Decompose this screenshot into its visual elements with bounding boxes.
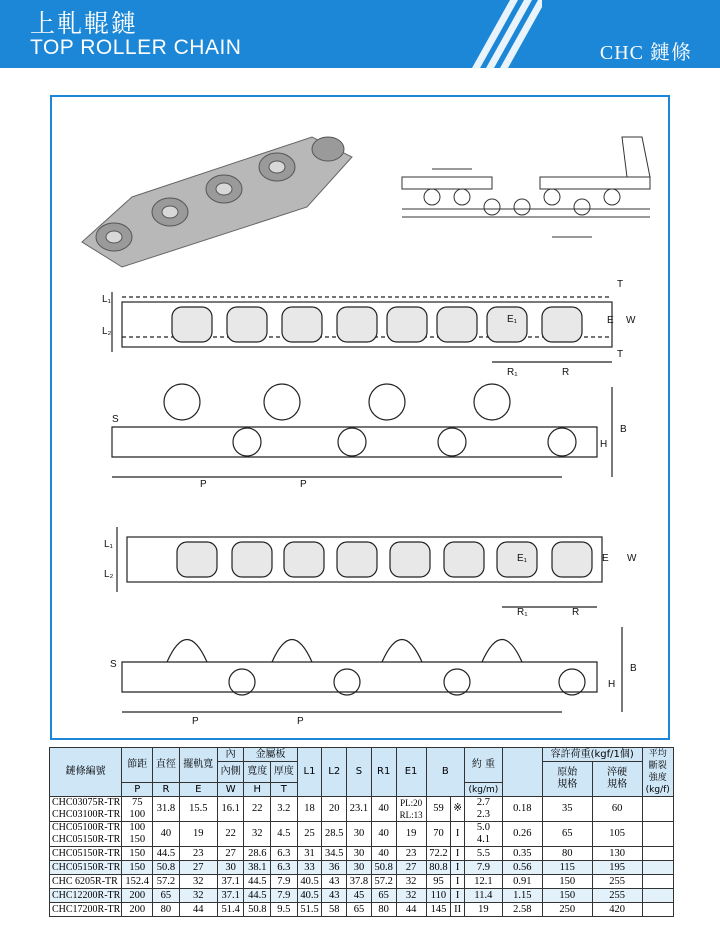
- table-cell: 80.8: [426, 861, 451, 875]
- table-cell: 145: [426, 903, 451, 917]
- label-R: R: [562, 367, 570, 378]
- category-label: CHC 鏈條: [599, 42, 692, 64]
- col-inner-width: 內側: [217, 762, 244, 783]
- table-cell: 37.1: [217, 889, 244, 903]
- col-load-orig: 原始 規格: [542, 762, 592, 797]
- table-cell: 200: [122, 889, 153, 903]
- label-P2: P: [300, 479, 307, 490]
- table-cell: 115: [542, 861, 592, 875]
- table-cell: 51.4: [217, 903, 244, 917]
- table-cell: 25: [297, 822, 322, 847]
- col-plate-w: 寬度: [244, 762, 271, 783]
- col-pitch: 節距: [122, 748, 153, 783]
- col-dia: 直徑: [153, 748, 180, 783]
- labels-drawing-2: [112, 414, 627, 490]
- table-cell: 40.5: [297, 889, 322, 903]
- table-cell: 2.7 2.3: [464, 797, 502, 822]
- spec-table-body: [50, 797, 674, 917]
- table-cell: 1.15: [502, 889, 542, 903]
- table-cell: 0.18: [502, 797, 542, 822]
- table-cell: 37.1: [217, 875, 244, 889]
- table-cell: 18: [297, 797, 322, 822]
- label-L1: L₁: [102, 294, 111, 305]
- table-cell: 7.9: [464, 861, 502, 875]
- label-R1: R₁: [507, 367, 518, 378]
- table-cell: 50.8: [153, 861, 180, 875]
- table-cell: 22: [217, 822, 244, 847]
- table-cell: 12.1: [464, 875, 502, 889]
- table-cell: 250: [542, 903, 592, 917]
- label-P1: P: [200, 479, 207, 490]
- table-cell: 31.8: [153, 797, 180, 822]
- table-cell: 110: [426, 889, 451, 903]
- table-cell: 30: [347, 861, 372, 875]
- table-cell: 16.1: [217, 797, 244, 822]
- col-width-roller-sub: E: [179, 783, 217, 797]
- label-T-top: T: [617, 279, 624, 290]
- table-cell: [642, 847, 673, 861]
- table-cell: 7.9: [271, 875, 298, 889]
- col-plate-t-sub: T: [271, 783, 298, 797]
- label-R-2: R: [572, 607, 580, 618]
- table-cell: 27: [179, 861, 217, 875]
- table-cell: 95: [426, 875, 451, 889]
- table-cell: 6.3: [271, 861, 298, 875]
- table-cell: 51.5: [297, 903, 322, 917]
- page-title-en: TOP ROLLER CHAIN: [30, 36, 242, 59]
- diagram-frame: [50, 95, 670, 740]
- table-cell: [642, 822, 673, 847]
- table-cell: 75 100: [122, 797, 153, 822]
- table-cell: 44: [179, 903, 217, 917]
- table-cell: 150: [542, 875, 592, 889]
- table-cell: 150: [122, 861, 153, 875]
- table-cell: 130: [592, 847, 642, 861]
- table-cell: [642, 889, 673, 903]
- table-cell: 65: [347, 903, 372, 917]
- table-cell: CHC03075R-TR CHC03100R-TR: [50, 797, 122, 822]
- table-row: [50, 889, 674, 903]
- col-model: 鏈條編號: [50, 748, 122, 797]
- table-cell: CHC05100R-TR CHC05150R-TR: [50, 822, 122, 847]
- table-cell: 36: [322, 861, 347, 875]
- table-cell: [642, 861, 673, 875]
- table-cell: [642, 903, 673, 917]
- col-l2: L2: [322, 748, 347, 797]
- label-E1: E₁: [507, 314, 518, 325]
- side-view-drawing-1: [112, 384, 612, 477]
- table-cell: 19: [179, 822, 217, 847]
- table-cell: 255: [592, 889, 642, 903]
- table-cell: 200: [122, 903, 153, 917]
- label-S: S: [112, 414, 119, 425]
- table-cell: 20: [322, 797, 347, 822]
- table-cell: 32: [179, 875, 217, 889]
- table-cell: I: [451, 847, 465, 861]
- table-cell: 105: [592, 822, 642, 847]
- label-S-2: S: [110, 659, 117, 670]
- label-E-2: E: [602, 553, 609, 564]
- table-cell: 60: [592, 797, 642, 822]
- application-sketch: [402, 137, 650, 237]
- table-cell: 58: [322, 903, 347, 917]
- table-cell: 19: [396, 822, 426, 847]
- label-L1-2: L₁: [104, 539, 113, 550]
- table-cell: 40: [371, 847, 396, 861]
- table-cell: 15.5: [179, 797, 217, 822]
- table-cell: 7.9: [271, 889, 298, 903]
- table-cell: 6.3: [271, 847, 298, 861]
- table-cell: 0.26: [502, 822, 542, 847]
- table-cell: 80: [153, 903, 180, 917]
- table-cell: 28.6: [244, 847, 271, 861]
- label-P4: P: [297, 716, 304, 727]
- top-view-drawing-2: [117, 527, 602, 607]
- table-cell: 31: [297, 847, 322, 861]
- table-cell: 30: [217, 861, 244, 875]
- table-cell: 44: [396, 903, 426, 917]
- table-cell: 152.4: [122, 875, 153, 889]
- table-cell: 44.5: [244, 875, 271, 889]
- table-cell: 9.5: [271, 903, 298, 917]
- table-cell: 40: [153, 822, 180, 847]
- col-s: S: [347, 748, 372, 797]
- table-cell: 5.0 4.1: [464, 822, 502, 847]
- table-cell: PL:20 RL:13: [396, 797, 426, 822]
- table-cell: 2.58: [502, 903, 542, 917]
- labels-drawing-4: [110, 659, 637, 727]
- col-inner-sub: W: [217, 783, 244, 797]
- table-cell: 150: [122, 847, 153, 861]
- table-cell: 0.91: [502, 875, 542, 889]
- col-e1: E1: [396, 748, 426, 797]
- table-cell: 27: [217, 847, 244, 861]
- table-cell: II: [451, 903, 465, 917]
- label-R1-2: R₁: [517, 607, 528, 618]
- label-T-bottom: T: [617, 349, 624, 360]
- header-banner: [0, 0, 720, 68]
- table-cell: 72.2: [426, 847, 451, 861]
- table-cell: 19: [464, 903, 502, 917]
- table-cell: I: [451, 875, 465, 889]
- table-cell: 70: [426, 822, 451, 847]
- table-cell: 35: [542, 797, 592, 822]
- table-cell: 0.35: [502, 847, 542, 861]
- label-E: E: [607, 315, 614, 326]
- label-W: W: [626, 315, 636, 326]
- table-cell: 23.1: [347, 797, 372, 822]
- table-cell: CHC05150R-TR: [50, 847, 122, 861]
- table-cell: 43: [322, 875, 347, 889]
- table-cell: 40.5: [297, 875, 322, 889]
- table-cell: 5.5: [464, 847, 502, 861]
- col-dia-sub: R: [153, 783, 180, 797]
- table-cell: 32: [396, 889, 426, 903]
- table-cell: 50.8: [371, 861, 396, 875]
- table-row: [50, 875, 674, 889]
- col-weight-sub: (kg/m): [464, 783, 502, 797]
- label-L2: L₂: [102, 326, 112, 337]
- table-cell: 3.2: [271, 797, 298, 822]
- table-cell: 0.56: [502, 861, 542, 875]
- table-cell: CHC05150R-TR: [50, 861, 122, 875]
- table-cell: [642, 797, 673, 822]
- label-L2-2: L₂: [104, 569, 114, 580]
- chain-photo: [82, 137, 352, 267]
- table-cell: 32: [179, 889, 217, 903]
- table-cell: 80: [542, 847, 592, 861]
- label-H: H: [600, 439, 608, 450]
- table-row: [50, 797, 674, 822]
- table-cell: I: [451, 822, 465, 847]
- table-cell: 195: [592, 861, 642, 875]
- col-inner: 內: [217, 748, 244, 762]
- spec-table-wrap: [49, 747, 674, 935]
- chain-drawings: [52, 97, 672, 742]
- col-plate-w-sub: H: [244, 783, 271, 797]
- table-cell: 27: [396, 861, 426, 875]
- table-row: [50, 861, 674, 875]
- col-load: 容許荷重(kgf/1個): [542, 748, 642, 762]
- label-W-2: W: [627, 553, 637, 564]
- table-cell: 45: [347, 889, 372, 903]
- table-cell: 32: [244, 822, 271, 847]
- table-cell: CHC12200R-TR: [50, 889, 122, 903]
- table-cell: 57.2: [371, 875, 396, 889]
- table-cell: 23: [179, 847, 217, 861]
- table-cell: 40: [371, 797, 396, 822]
- table-cell: 255: [592, 875, 642, 889]
- table-cell: ※: [451, 797, 465, 822]
- col-r1: R1: [371, 748, 396, 797]
- table-cell: 30: [347, 822, 372, 847]
- table-cell: 65: [371, 889, 396, 903]
- table-cell: 32: [396, 875, 426, 889]
- col-weight: 約 重: [464, 748, 502, 783]
- spec-table: [49, 747, 674, 917]
- label-P3: P: [192, 716, 199, 727]
- table-cell: 43: [322, 889, 347, 903]
- table-cell: 150: [542, 889, 592, 903]
- table-cell: 59: [426, 797, 451, 822]
- label-E1-2: E₁: [517, 553, 528, 564]
- table-cell: CHC17200R-TR: [50, 903, 122, 917]
- table-cell: 34.5: [322, 847, 347, 861]
- table-cell: 57.2: [153, 875, 180, 889]
- table-cell: 22: [244, 797, 271, 822]
- table-cell: 44.5: [244, 889, 271, 903]
- table-cell: 65: [153, 889, 180, 903]
- table-cell: 40: [371, 822, 396, 847]
- table-cell: 80: [371, 903, 396, 917]
- col-l1: L1: [297, 748, 322, 797]
- table-cell: [642, 875, 673, 889]
- table-cell: 4.5: [271, 822, 298, 847]
- table-cell: 30: [347, 847, 372, 861]
- col-load-hard: 淬硬 規格: [592, 762, 642, 797]
- table-cell: 11.4: [464, 889, 502, 903]
- table-row: [50, 903, 674, 917]
- table-cell: 37.8: [347, 875, 372, 889]
- stripe-decoration: [462, 0, 542, 68]
- table-cell: CHC 6205R-TR: [50, 875, 122, 889]
- table-cell: 44.5: [153, 847, 180, 861]
- table-cell: 23: [396, 847, 426, 861]
- table-cell: 38.1: [244, 861, 271, 875]
- col-blank: [502, 748, 542, 797]
- table-cell: 420: [592, 903, 642, 917]
- table-row: [50, 822, 674, 847]
- table-cell: 65: [542, 822, 592, 847]
- label-B: B: [620, 424, 627, 435]
- side-view-drawing-2: [122, 627, 622, 712]
- label-H-2: H: [608, 679, 616, 690]
- top-view-drawing-1: [112, 292, 612, 362]
- table-row: [50, 847, 674, 861]
- table-cell: I: [451, 889, 465, 903]
- col-width-roller: 擺軌寬: [179, 748, 217, 783]
- page-title-cn: 上軋輥鏈: [30, 9, 139, 38]
- table-cell: 100 150: [122, 822, 153, 847]
- col-strength: 平均 斷裂 強度 (kg/f): [642, 748, 673, 797]
- col-plate: 金屬板: [244, 748, 297, 762]
- col-b: B: [426, 748, 464, 797]
- col-pitch-sub: P: [122, 783, 153, 797]
- table-cell: 50.8: [244, 903, 271, 917]
- table-cell: I: [451, 861, 465, 875]
- col-plate-t: 厚度: [271, 762, 298, 783]
- table-cell: 33: [297, 861, 322, 875]
- table-cell: 28.5: [322, 822, 347, 847]
- label-B-2: B: [630, 663, 637, 674]
